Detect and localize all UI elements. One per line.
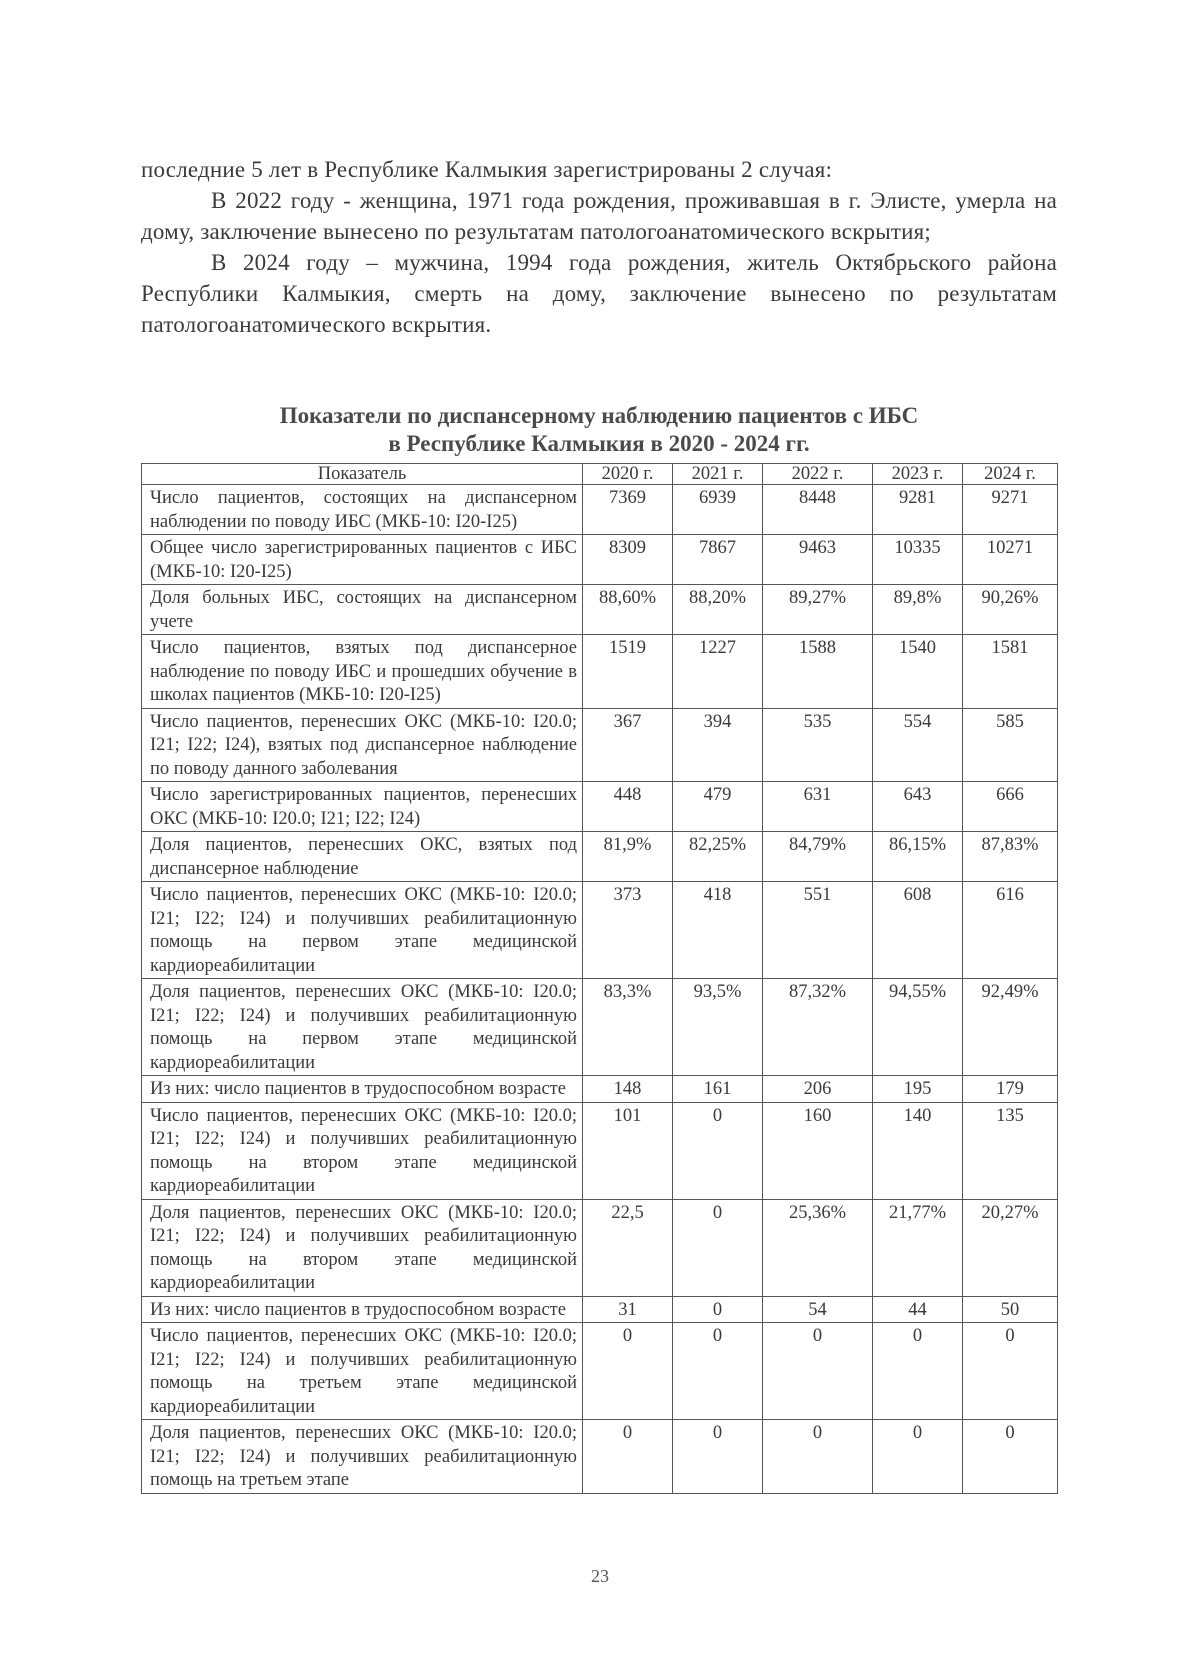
value-cell-2023: 0: [873, 1323, 963, 1420]
table-title: [141, 402, 1057, 458]
table-body: [142, 485, 1058, 1494]
value-cell-2022: 89,27%: [763, 585, 873, 635]
table-row: [142, 1323, 1058, 1420]
value-cell-2024: 10271: [963, 535, 1058, 585]
value-cell-2020: 22,5: [583, 1199, 673, 1296]
table-row: [142, 832, 1058, 882]
value-cell-2024: 616: [963, 882, 1058, 979]
indicator-label: Общее число зарегистрированных пациентов с ИБС (МКБ-10: I20-I25): [142, 535, 583, 585]
value-cell-2020: 448: [583, 782, 673, 832]
value-cell-2024: 666: [963, 782, 1058, 832]
value-cell-2023: 554: [873, 708, 963, 782]
table-row: [142, 979, 1058, 1076]
value-cell-2020: 373: [583, 882, 673, 979]
indicator-label: Число пациентов, перенесших ОКС (МКБ-10: I20.0; I21; I22; I24) и получивших реабилитационную помощь на третьем этапе медицинской кардиореабилитации: [142, 1323, 583, 1420]
value-cell-2020: 0: [583, 1420, 673, 1494]
header-indicator: Показатель: [142, 464, 583, 485]
value-cell-2023: 1540: [873, 635, 963, 709]
value-cell-2023: 94,55%: [873, 979, 963, 1076]
header-2022: 2022 г.: [763, 464, 873, 485]
table-row: [142, 1296, 1058, 1323]
value-cell-2022: 551: [763, 882, 873, 979]
value-cell-2020: 148: [583, 1076, 673, 1103]
value-cell-2024: 585: [963, 708, 1058, 782]
value-cell-2020: 7369: [583, 485, 673, 535]
value-cell-2023: 0: [873, 1420, 963, 1494]
value-cell-2020: 0: [583, 1323, 673, 1420]
indicators-table: [141, 463, 1058, 1494]
indicator-label: Из них: число пациентов в трудоспособном возрасте: [142, 1076, 583, 1103]
value-cell-2022: 0: [763, 1323, 873, 1420]
value-cell-2021: 161: [673, 1076, 763, 1103]
value-cell-2022: 535: [763, 708, 873, 782]
value-cell-2023: 140: [873, 1102, 963, 1199]
indicator-label: Доля пациентов, перенесших ОКС (МКБ-10: I20.0; I21; I22; I24) и получивших реабилитационную помощь на третьем этапе: [142, 1420, 583, 1494]
value-cell-2020: 367: [583, 708, 673, 782]
value-cell-2021: 1227: [673, 635, 763, 709]
table-row: [142, 1102, 1058, 1199]
table-row: [142, 1420, 1058, 1494]
table-row: [142, 635, 1058, 709]
table-title-line: в Республике Калмыкия в 2020 - 2024 гг.: [388, 431, 810, 456]
value-cell-2023: 89,8%: [873, 585, 963, 635]
value-cell-2022: 25,36%: [763, 1199, 873, 1296]
value-cell-2020: 101: [583, 1102, 673, 1199]
table-row: [142, 1076, 1058, 1103]
table-row: [142, 585, 1058, 635]
value-cell-2020: 83,3%: [583, 979, 673, 1076]
value-cell-2021: 6939: [673, 485, 763, 535]
value-cell-2021: 0: [673, 1323, 763, 1420]
value-cell-2021: 88,20%: [673, 585, 763, 635]
value-cell-2023: 21,77%: [873, 1199, 963, 1296]
value-cell-2024: 87,83%: [963, 832, 1058, 882]
value-cell-2020: 1519: [583, 635, 673, 709]
value-cell-2021: 82,25%: [673, 832, 763, 882]
value-cell-2021: 479: [673, 782, 763, 832]
value-cell-2021: 394: [673, 708, 763, 782]
value-cell-2021: 418: [673, 882, 763, 979]
indicator-label: Доля пациентов, перенесших ОКС, взятых под диспансерное наблюдение: [142, 832, 583, 882]
table-row: [142, 1199, 1058, 1296]
table-row: [142, 708, 1058, 782]
header-2020: 2020 г.: [583, 464, 673, 485]
value-cell-2020: 88,60%: [583, 585, 673, 635]
intro-paragraph: В 2024 году – мужчина, 1994 года рождения, житель Октябрьского района Республики Калмыкия, смерть на дому, заключение вынесено по результатам патологоанатомического вскрытия.: [141, 250, 1057, 337]
value-cell-2020: 81,9%: [583, 832, 673, 882]
value-cell-2023: 44: [873, 1296, 963, 1323]
intro-text: [141, 154, 1057, 340]
value-cell-2021: 0: [673, 1199, 763, 1296]
value-cell-2023: 10335: [873, 535, 963, 585]
indicator-label: Из них: число пациентов в трудоспособном возрасте: [142, 1296, 583, 1323]
page-number: 23: [591, 1566, 609, 1586]
value-cell-2024: 50: [963, 1296, 1058, 1323]
table-header-row: [142, 464, 1058, 485]
header-2021: 2021 г.: [673, 464, 763, 485]
value-cell-2021: 0: [673, 1296, 763, 1323]
value-cell-2020: 8309: [583, 535, 673, 585]
value-cell-2021: 7867: [673, 535, 763, 585]
value-cell-2024: 179: [963, 1076, 1058, 1103]
value-cell-2022: 0: [763, 1420, 873, 1494]
value-cell-2024: 135: [963, 1102, 1058, 1199]
value-cell-2021: 93,5%: [673, 979, 763, 1076]
value-cell-2023: 9281: [873, 485, 963, 535]
value-cell-2022: 84,79%: [763, 832, 873, 882]
indicator-label: Число пациентов, перенесших ОКС (МКБ-10: I20.0; I21; I22; I24) и получивших реабилитационную помощь на первом этапе медицинской кардиореабилитации: [142, 882, 583, 979]
value-cell-2024: 90,26%: [963, 585, 1058, 635]
indicator-label: Доля больных ИБС, состоящих на диспансерном учете: [142, 585, 583, 635]
indicator-label: Число пациентов, перенесших ОКС (МКБ-10: I20.0; I21; I22; I24), взятых под диспансерное наблюдение по поводу данного заболевания: [142, 708, 583, 782]
value-cell-2022: 160: [763, 1102, 873, 1199]
header-2023: 2023 г.: [873, 464, 963, 485]
indicator-label: Число пациентов, состоящих на диспансерном наблюдении по поводу ИБС (МКБ-10: I20-I25): [142, 485, 583, 535]
header-2024: 2024 г.: [963, 464, 1058, 485]
table-title-line: Показатели по диспансерному наблюдению пациентов с ИБС: [279, 403, 919, 428]
value-cell-2023: 195: [873, 1076, 963, 1103]
value-cell-2022: 631: [763, 782, 873, 832]
indicator-label: Число пациентов, перенесших ОКС (МКБ-10: I20.0; I21; I22; I24) и получивших реабилитационную помощь на втором этапе медицинской кардиореабилитации: [142, 1102, 583, 1199]
value-cell-2022: 87,32%: [763, 979, 873, 1076]
indicator-label: Доля пациентов, перенесших ОКС (МКБ-10: I20.0; I21; I22; I24) и получивших реабилитационную помощь на втором этапе медицинской кардиореабилитации: [142, 1199, 583, 1296]
table-row: [142, 535, 1058, 585]
value-cell-2024: 0: [963, 1323, 1058, 1420]
value-cell-2021: 0: [673, 1420, 763, 1494]
intro-paragraph: В 2022 году - женщина, 1971 года рождения, проживавшая в г. Элисте, умерла на дому, заключение вынесено по результатам патологоанатомического вскрытия;: [141, 188, 1057, 244]
indicator-label: Доля пациентов, перенесших ОКС (МКБ-10: I20.0; I21; I22; I24) и получивших реабилитационную помощь на первом этапе медицинской кардиореабилитации: [142, 979, 583, 1076]
value-cell-2024: 92,49%: [963, 979, 1058, 1076]
indicator-label: Число пациентов, взятых под диспансерное наблюдение по поводу ИБС и прошедших обучение в школах пациентов (МКБ-10: I20-I25): [142, 635, 583, 709]
value-cell-2022: 9463: [763, 535, 873, 585]
value-cell-2022: 54: [763, 1296, 873, 1323]
value-cell-2020: 31: [583, 1296, 673, 1323]
value-cell-2022: 8448: [763, 485, 873, 535]
value-cell-2024: 0: [963, 1420, 1058, 1494]
value-cell-2024: 9271: [963, 485, 1058, 535]
value-cell-2023: 643: [873, 782, 963, 832]
value-cell-2022: 1588: [763, 635, 873, 709]
value-cell-2024: 1581: [963, 635, 1058, 709]
value-cell-2023: 608: [873, 882, 963, 979]
value-cell-2023: 86,15%: [873, 832, 963, 882]
value-cell-2024: 20,27%: [963, 1199, 1058, 1296]
value-cell-2021: 0: [673, 1102, 763, 1199]
table-row: [142, 485, 1058, 535]
table-row: [142, 882, 1058, 979]
table-row: [142, 782, 1058, 832]
value-cell-2022: 206: [763, 1076, 873, 1103]
indicator-label: Число зарегистрированных пациентов, перенесших ОКС (МКБ-10: I20.0; I21; I22; I24): [142, 782, 583, 832]
intro-paragraph: последние 5 лет в Республике Калмыкия зарегистрированы 2 случая:: [141, 157, 833, 182]
